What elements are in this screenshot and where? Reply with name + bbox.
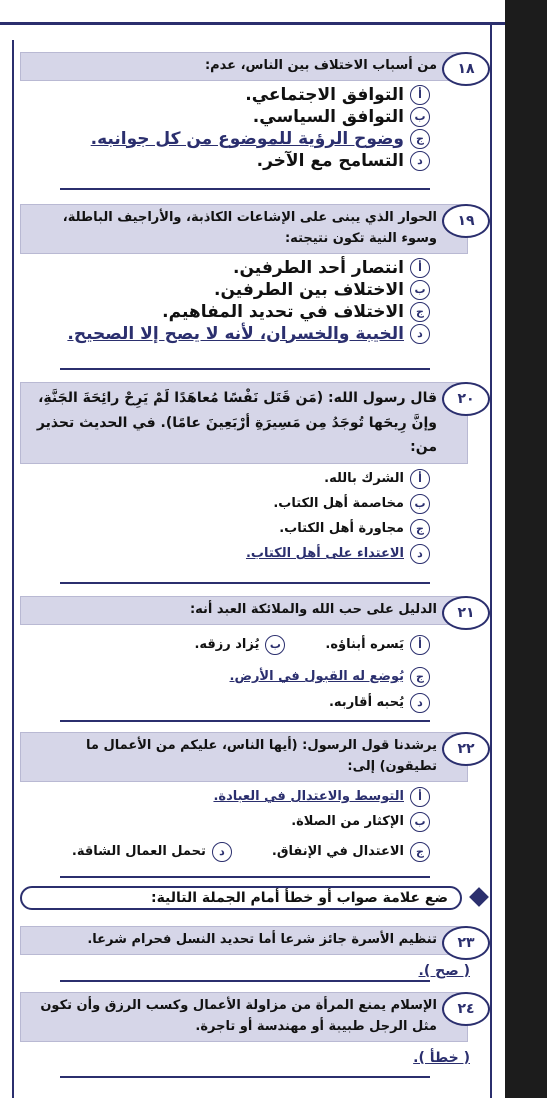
separator xyxy=(60,720,430,722)
option-d[interactable]: د تحمل العمال الشاقة. xyxy=(72,842,232,862)
question-number: ١٩ xyxy=(442,204,490,238)
option-a[interactable]: أ التوافق الاجتماعي. xyxy=(20,85,430,105)
option-d[interactable]: د التسامح مع الآخر. xyxy=(20,151,430,171)
diamond-icon xyxy=(469,887,489,907)
question-number: ٢٤ xyxy=(442,992,490,1026)
question-number: ٢٢ xyxy=(442,732,490,766)
option-d[interactable]: د يُحبه أقاربه. xyxy=(20,693,430,713)
answer-true: ( صح ). xyxy=(418,962,470,979)
option-b[interactable]: ب الاختلاف بين الطرفين. xyxy=(20,280,430,300)
question-number: ١٨ xyxy=(442,52,490,86)
option-d[interactable]: د الخيبة والخسران، لأنه لا يصح إلا الصحيح. xyxy=(20,324,430,344)
option-c[interactable]: ج يُوضع له القبول في الأرض. xyxy=(20,667,430,687)
question-text: الحوار الذي يبنى على الإشاعات الكاذبة، والأراجيف الباطلة، وسوء النية تكون نتيجته: xyxy=(20,204,468,254)
separator xyxy=(60,188,430,190)
option-b[interactable]: ب التوافق السياسي. xyxy=(20,107,430,127)
option-a[interactable]: أ الشرك بالله. xyxy=(20,469,430,489)
option-c[interactable]: ج مجاورة أهل الكتاب. xyxy=(20,519,430,539)
true-false-section-heading xyxy=(20,886,490,910)
separator xyxy=(60,582,430,584)
top-rule xyxy=(0,22,505,25)
section-title: ضع علامة صواب أو خطأ أمام الجملة التالية: xyxy=(20,886,462,910)
question-18 xyxy=(20,52,490,173)
question-text: تنظيم الأسرة جائز شرعا أما تحديد النسل فحرام شرعا. xyxy=(20,926,468,955)
separator xyxy=(60,1076,430,1078)
option-a[interactable]: أ يَسره أبناؤه. xyxy=(325,635,430,655)
question-text: يرشدنا قول الرسول: (أيها الناس، عليكم من الأعمال ما تطيقون) إلى: xyxy=(20,732,468,782)
question-number: ٢٣ xyxy=(442,926,490,960)
option-c[interactable]: ج الاعتدال في الإنفاق. xyxy=(272,842,430,862)
separator xyxy=(60,876,430,878)
answer-false: ( خطأ ). xyxy=(413,1049,470,1066)
option-a[interactable]: أ انتصار أحد الطرفين. xyxy=(20,258,430,278)
question-22 xyxy=(20,732,490,867)
option-b[interactable]: ب الإكثار من الصلاة. xyxy=(20,812,430,832)
option-a[interactable]: أ التوسط والاعتدال في العبادة. xyxy=(20,787,430,807)
dark-side-strip xyxy=(505,0,547,1098)
separator xyxy=(60,368,430,370)
question-19 xyxy=(20,204,490,346)
left-border xyxy=(12,40,14,1098)
right-border xyxy=(490,25,492,1098)
question-number: ٢٠ xyxy=(442,382,490,416)
option-c[interactable]: ج الاختلاف في تحديد المفاهيم. xyxy=(20,302,430,322)
question-text: الإسلام يمنع المرأة من مزاولة الأعمال وكسب الرزق وأن تكون مثل الرجل طبيبة أو مهندسة أو تاجرة. xyxy=(20,992,468,1042)
option-b[interactable]: ب مخاصمة أهل الكتاب. xyxy=(20,494,430,514)
option-b[interactable]: ب يُزاد رزقه. xyxy=(194,635,285,655)
question-number: ٢١ xyxy=(442,596,490,630)
option-d[interactable]: د الاعتداء على أهل الكتاب. xyxy=(20,544,430,564)
question-text: من أسباب الاختلاف بين الناس، عدم: xyxy=(20,52,468,81)
question-20 xyxy=(20,382,490,569)
separator xyxy=(60,980,430,982)
question-24 xyxy=(20,992,490,1066)
question-text: الدليل على حب الله والملائكة العبد أنه: xyxy=(20,596,468,625)
question-21 xyxy=(20,596,490,719)
question-text: قال رسول الله: (مَن قَتَل نَفْسًا مُعاهَدًا لَمْ يَرِحْ رائِحَةَ الجَنَّةِ، وإنَّ رِيحَها تُوجَدُ مِن مَسِيرَةِ أرْبَعِينَ عامًا). في الحديث تحذير من: xyxy=(20,382,468,464)
option-c[interactable]: ج وضوح الرؤية للموضوع من كل جوانبه. xyxy=(20,129,430,149)
question-23 xyxy=(20,926,490,979)
